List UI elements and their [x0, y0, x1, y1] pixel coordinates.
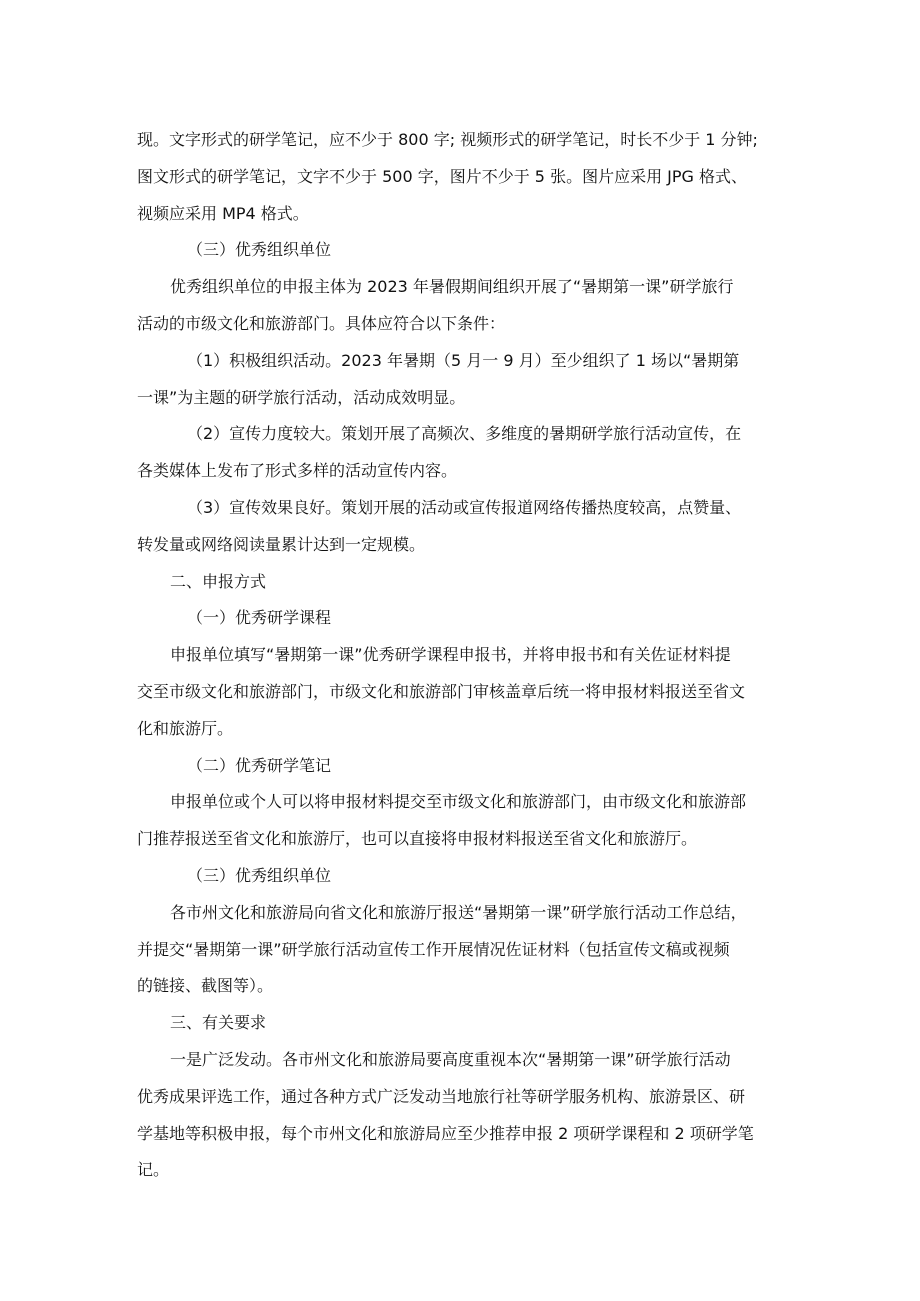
text-line: 申报单位填写“暑期第一课”优秀研学课程申报书，并将申报书和有关佐证材料提 — [170, 645, 731, 665]
text-line: 学基地等积极申报，每个市州文化和旅游局应至少推荐申报 2 项研学课程和 2 项研学笔 — [137, 1123, 754, 1143]
text-line: 图文形式的研学笔记，文字不少于 500 字，图片不少于 5 张。图片应采用 JPG 格式、 — [137, 166, 748, 186]
section-heading: 三、有关要求 — [170, 1013, 267, 1033]
text-line: 并提交“暑期第一课”研学旅行活动宣传工作开展情况佐证材料（包括宣传文稿或视频 — [137, 939, 730, 959]
text-line: 申报单位或个人可以将申报材料提交至市级文化和旅游部门，由市级文化和旅游部 — [170, 792, 747, 812]
text-line: 优秀组织单位的申报主体为 2023 年暑假期间组织开展了“暑期第一课”研学旅行 — [170, 277, 734, 297]
text-line: 一是广泛发动。各市州文化和旅游局要高度重视本次“暑期第一课”研学旅行活动 — [170, 1049, 731, 1069]
text-line: 各市州文化和旅游局向省文化和旅游厅报送“暑期第一课”研学旅行活动工作总结， — [170, 902, 747, 922]
subsection-heading: （二）优秀研学笔记 — [187, 755, 332, 775]
text-line: 视频应采用 MP4 格式。 — [137, 203, 309, 223]
text-line: 优秀成果评选工作，通过各种方式广泛发动当地旅行社等研学服务机构、旅游景区、研 — [137, 1086, 746, 1106]
subsection-heading: （三）优秀组织单位 — [187, 240, 332, 260]
text-line: 的链接、截图等）。 — [137, 976, 274, 996]
numbered-item: （1）积极组织活动。2023 年暑期（5 月一 9 月）至少组织了 1 场以“暑期第 — [187, 350, 740, 370]
section-heading: 二、申报方式 — [170, 571, 267, 591]
text-line: 活动的市级文化和旅游部门。具体应符合以下条件： — [137, 313, 506, 333]
numbered-item: （2）宣传力度较大。策划开展了高频次、多维度的暑期研学旅行活动宣传，在 — [187, 424, 742, 444]
text-line: 各类媒体上发布了形式多样的活动宣传内容。 — [137, 461, 458, 481]
text-line: 交至市级文化和旅游部门，市级文化和旅游部门审核盖章后统一将申报材料报送至省文 — [137, 681, 746, 701]
numbered-item: （3）宣传效果良好。策划开展的活动或宣传报道网络传播热度较高，点赞量、 — [187, 497, 742, 517]
text-line: 化和旅游厅。 — [137, 718, 234, 738]
subsection-heading: （三）优秀组织单位 — [187, 865, 332, 885]
subsection-heading: （一）优秀研学课程 — [187, 608, 332, 628]
text-line: 现。文字形式的研学笔记，应不少于 800 字; 视频形式的研学笔记，时长不少于 1 分钟; — [137, 130, 758, 149]
document-body — [137, 122, 787, 1189]
text-line: 一课”为主题的研学旅行活动，活动成效明显。 — [137, 387, 466, 407]
text-line: 记。 — [137, 1160, 170, 1180]
text-line: 转发量或网络阅读量累计达到一定规模。 — [137, 534, 426, 554]
text-line: 门推荐报送至省文化和旅游厅，也可以直接将申报材料报送至省文化和旅游厅。 — [137, 829, 698, 849]
